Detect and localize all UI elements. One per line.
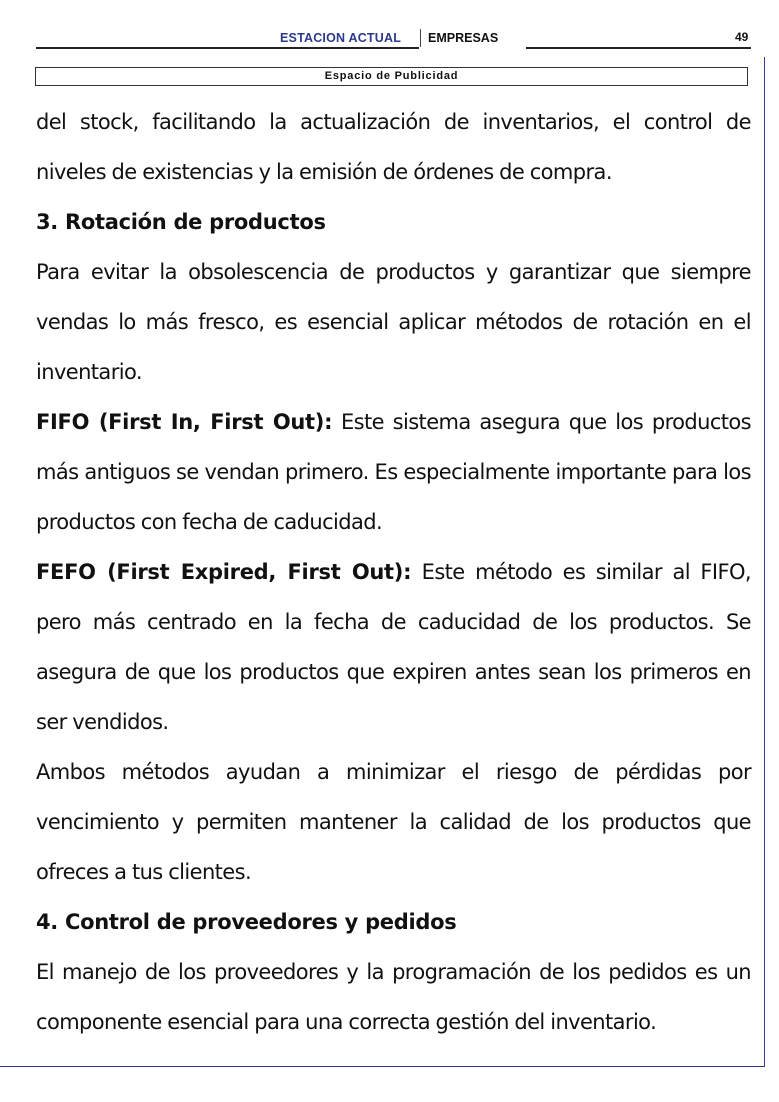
header-rule-right xyxy=(526,47,751,49)
paragraph-rotation: Para evitar la obsolescencia de productos y garantizar que siempre vendas lo más fresco, es esencial aplicar métodos de rotación en el inventario. xyxy=(36,260,751,384)
header-separator xyxy=(420,29,421,47)
paragraph-fifo xyxy=(36,397,751,547)
paragraph-stock: del stock, facilitando la actualización de inventarios, el control de niveles de existencias y la emisión de órdenes de compra. xyxy=(36,110,751,184)
article-body xyxy=(36,97,751,1047)
fifo-text: Este sistema asegura que los productos más antiguos se vendan primero. Es especialmente importante para los productos con fecha de caducidad. xyxy=(36,410,751,534)
fifo-term: FIFO (First In, First Out): xyxy=(36,410,333,434)
paragraph-both-methods: Ambos métodos ayudan a minimizar el riesgo de pérdidas por vencimiento y permiten mantener la calidad de los productos que ofreces a tus clientes. xyxy=(36,760,751,884)
page-number: 49 xyxy=(735,30,749,44)
ad-banner-label: Espacio de Publicidad xyxy=(324,70,459,82)
header-topic: EMPRESAS xyxy=(428,31,499,45)
paragraph-suppliers: El manejo de los proveedores y la programación de los pedidos es un componente esencial para una correcta gestión del inventario. xyxy=(36,960,751,1034)
heading-suppliers: 4. Control de proveedores y pedidos xyxy=(36,910,457,934)
page-frame-bottom xyxy=(0,1066,765,1067)
fefo-term: FEFO (First Expired, First Out): xyxy=(36,560,412,584)
page-frame-right xyxy=(764,57,765,1067)
fefo-text: Este método es similar al FIFO, pero más centrado en la fecha de caducidad de los productos. Se asegura de que los productos que expiren antes sean los primeros en ser vendidos. xyxy=(36,560,751,734)
paragraph-fefo xyxy=(36,547,751,747)
header-section: ESTACION ACTUAL xyxy=(280,31,402,45)
heading-rotation: 3. Rotación de productos xyxy=(36,210,326,234)
ad-banner xyxy=(35,67,748,86)
header-rule-left xyxy=(36,47,419,49)
